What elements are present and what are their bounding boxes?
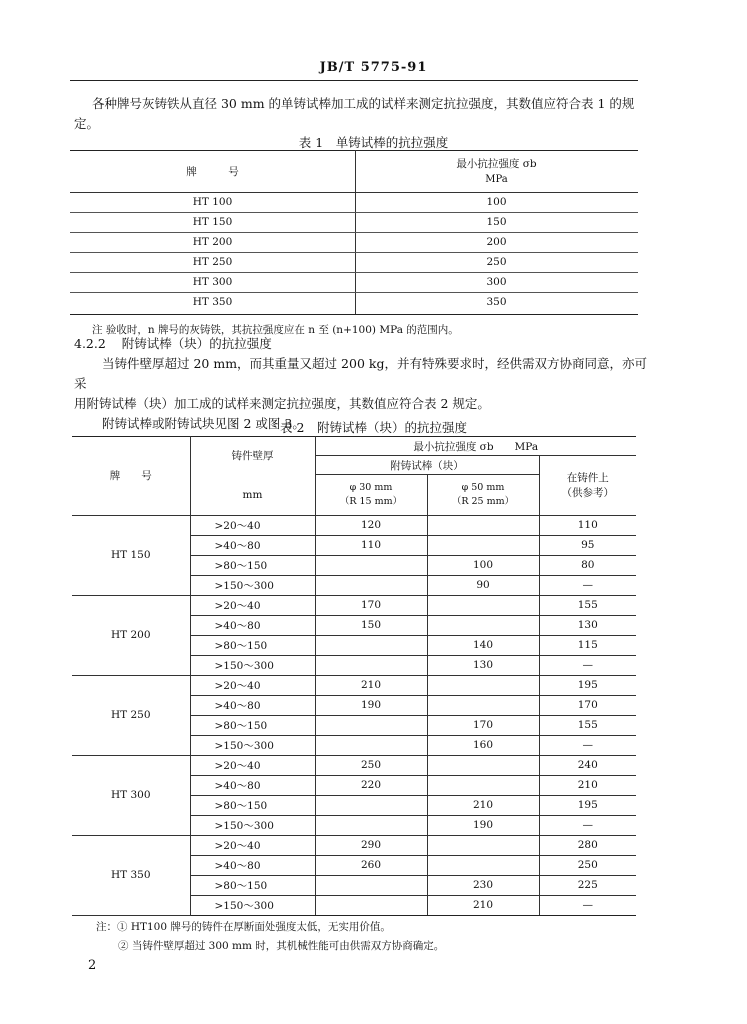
- table2-header-casting: [539, 456, 636, 516]
- table-row: [72, 675, 636, 695]
- table1-note: 注 验收时，n 牌号的灰铸铁，其抗拉强度应在 n 至 (n+100) MPa 的范围内。: [92, 324, 459, 336]
- intro-line-2: 定。: [74, 116, 100, 131]
- table1-cell-value: 150: [486, 216, 507, 228]
- table2-cell-casting: 95: [539, 535, 636, 555]
- table2-cell-thickness: >20～40: [190, 675, 315, 695]
- table2-cell-thickness: >150～300: [190, 735, 315, 755]
- table2-header-casting-sub: （供参考）: [561, 487, 614, 500]
- table2-cell-d50: 160: [427, 735, 539, 755]
- table1-cell-value: 100: [486, 196, 507, 208]
- table2-cell-d30: 120: [315, 515, 427, 535]
- table2-cell-casting: —: [539, 655, 636, 675]
- table2-header-d50: [427, 475, 539, 516]
- table2-cell-d30: 110: [315, 535, 427, 555]
- table2-cell-casting: 155: [539, 715, 636, 735]
- document-code: JB/T 5775-91: [319, 60, 428, 75]
- section-heading: [74, 334, 272, 354]
- table2-header-grade: 牌 号: [72, 437, 190, 516]
- table2-cell-d30: 150: [315, 615, 427, 635]
- table1-cell-value: 250: [486, 256, 507, 268]
- table2-cell-d50: [427, 515, 539, 535]
- table2-header-d50-label: φ 50 mm: [461, 482, 505, 494]
- table2-cell-thickness: >20～40: [190, 835, 315, 855]
- table1-cell-grade: HT 200: [192, 236, 233, 248]
- table2-cell-casting: 110: [539, 515, 636, 535]
- table2-cell-d50: [427, 855, 539, 875]
- table2-header-d30: [315, 475, 427, 516]
- table2-cell-thickness: >80～150: [190, 715, 315, 735]
- table2-header-d50-r: （R 25 mm）: [451, 496, 515, 508]
- table1-header-grade: 牌 号: [186, 166, 239, 178]
- table2-cell-thickness: >40～80: [190, 855, 315, 875]
- table1-cell-value: 350: [486, 296, 507, 308]
- table2-cell-d50: 190: [427, 815, 539, 835]
- table1-cell-value: 200: [486, 236, 507, 248]
- table2-header-d30-r: （R 15 mm）: [339, 496, 403, 508]
- table2-cell-d50: [427, 835, 539, 855]
- table2-header-thickness: 铸件壁厚: [190, 437, 315, 475]
- section-para2: 附铸试棒或附铸试块见图 2 或图 3。: [102, 416, 305, 431]
- section-title: 附铸试棒（块）的抗拉强度: [121, 336, 272, 351]
- table-row: [72, 835, 636, 855]
- table2-cell-d50: 100: [427, 555, 539, 575]
- table2-cell-d50: [427, 615, 539, 635]
- table2-cell-d30: 250: [315, 755, 427, 775]
- table2-cell-thickness: >40～80: [190, 615, 315, 635]
- table2-header-casting-label: 在铸件上: [566, 472, 609, 485]
- table2-cell-d50: 170: [427, 715, 539, 735]
- table2-note-1: 注：① HT100 牌号的铸件在厚断面处强度太低，无实用价值。: [96, 921, 391, 933]
- table1-cell-grade: HT 300: [192, 276, 233, 288]
- table2-cell-thickness: >150～300: [190, 575, 315, 595]
- table2-cell-d30: [315, 795, 427, 815]
- table1-caption: 表 1 单铸试棒的抗拉强度: [298, 135, 449, 150]
- table-row: [72, 755, 636, 775]
- table2-cell-d50: 130: [427, 655, 539, 675]
- section-para1-line2: 用附铸试棒（块）加工成的试样来测定抗拉强度，其数值应符合表 2 规定。: [74, 396, 490, 411]
- table-row: [72, 595, 636, 615]
- table2-cell-d50: 140: [427, 635, 539, 655]
- table2-cell-casting: 225: [539, 875, 636, 895]
- table2-cell-d30: 220: [315, 775, 427, 795]
- table2-cell-casting: —: [539, 895, 636, 915]
- header-rule: [70, 80, 638, 81]
- table2-cell-d50: [427, 535, 539, 555]
- table2-cell-thickness: >80～150: [190, 875, 315, 895]
- page-number: 2: [88, 958, 97, 973]
- table2-cell-casting: —: [539, 735, 636, 755]
- table2-header-attached: 附铸试棒（块）: [315, 456, 539, 475]
- table1-header-strength: 最小抗拉强度 σb: [456, 158, 537, 170]
- table2-cell-casting: —: [539, 575, 636, 595]
- table2-cell-grade: HT 300: [72, 755, 190, 835]
- table2-cell-d50: [427, 695, 539, 715]
- table2-cell-d30: 210: [315, 675, 427, 695]
- table2-cell-thickness: >20～40: [190, 515, 315, 535]
- table2-cell-d50: [427, 675, 539, 695]
- table-row: [72, 515, 636, 535]
- section-para1-line1: 当铸件壁厚超过 20 mm，而其重量又超过 200 kg，并有特殊要求时，经供需双方协商同意，亦可采: [74, 356, 647, 391]
- table2-cell-d50: [427, 755, 539, 775]
- table2-cell-d50: 90: [427, 575, 539, 595]
- table2-cell-thickness: >80～150: [190, 555, 315, 575]
- table2-caption: 表 2 附铸试棒（块）的抗拉强度: [280, 420, 467, 435]
- table2-cell-grade: HT 350: [72, 835, 190, 915]
- table2-cell-d50: 210: [427, 795, 539, 815]
- table2-header-thickness-unit: mm: [190, 475, 315, 516]
- table2-cell-thickness: >150～300: [190, 655, 315, 675]
- intro-line-1: 各种牌号灰铸铁从直径 30 mm 的单铸试棒加工成的试样来测定抗拉强度，其数值应符合表 1 的规: [92, 96, 635, 111]
- table2: [72, 436, 636, 916]
- table2-note-2: ② 当铸件壁厚超过 300 mm 时，其机械性能可由供需双方协商确定。: [118, 940, 445, 952]
- table2-cell-d50: 210: [427, 895, 539, 915]
- table2-cell-thickness: >20～40: [190, 755, 315, 775]
- table2-cell-casting: 195: [539, 795, 636, 815]
- table2-cell-grade: HT 150: [72, 515, 190, 595]
- table2-cell-grade: HT 250: [72, 675, 190, 755]
- table2-cell-casting: 155: [539, 595, 636, 615]
- table2-cell-thickness: >80～150: [190, 795, 315, 815]
- table2-cell-casting: 250: [539, 855, 636, 875]
- table1-cell-grade: HT 250: [192, 256, 233, 268]
- table2-cell-d30: [315, 895, 427, 915]
- table1: [70, 150, 638, 314]
- table2-header-min-strength: 最小抗拉强度 σb MPa: [315, 437, 636, 456]
- intro-paragraph: [74, 94, 652, 134]
- table2-cell-d50: 230: [427, 875, 539, 895]
- table2-cell-d30: [315, 575, 427, 595]
- table2-cell-d30: [315, 715, 427, 735]
- table2-cell-thickness: >80～150: [190, 635, 315, 655]
- table2-cell-casting: 130: [539, 615, 636, 635]
- table1-cell-grade: HT 350: [192, 296, 233, 308]
- table2-cell-casting: 210: [539, 775, 636, 795]
- table1-cell-grade: HT 100: [192, 196, 233, 208]
- table2-cell-casting: 115: [539, 635, 636, 655]
- table2-cell-thickness: >40～80: [190, 695, 315, 715]
- table2-cell-thickness: >150～300: [190, 815, 315, 835]
- table2-cell-casting: 80: [539, 555, 636, 575]
- table2-cell-d30: [315, 555, 427, 575]
- table2-header-d30-label: φ 30 mm: [349, 482, 393, 494]
- table2-cell-casting: 240: [539, 755, 636, 775]
- section-number: 4.2.2: [74, 336, 106, 351]
- table2-cell-d30: 170: [315, 595, 427, 615]
- table2-cell-d30: [315, 655, 427, 675]
- table2-cell-casting: 280: [539, 835, 636, 855]
- table2-cell-thickness: >150～300: [190, 895, 315, 915]
- table2-cell-thickness: >40～80: [190, 535, 315, 555]
- table2-cell-casting: 195: [539, 675, 636, 695]
- table2-cell-thickness: >20～40: [190, 595, 315, 615]
- table2-cell-thickness: >40～80: [190, 775, 315, 795]
- table1-cell-value: 300: [486, 276, 507, 288]
- table2-cell-d30: [315, 635, 427, 655]
- table1-cell-grade: HT 150: [192, 216, 233, 228]
- table2-cell-d30: [315, 735, 427, 755]
- table2-cell-casting: 170: [539, 695, 636, 715]
- table2-cell-d30: 260: [315, 855, 427, 875]
- table2-cell-grade: HT 200: [72, 595, 190, 675]
- table2-cell-d30: 190: [315, 695, 427, 715]
- table2-cell-d30: 290: [315, 835, 427, 855]
- table2-cell-d30: [315, 815, 427, 835]
- table2-cell-d50: [427, 595, 539, 615]
- table2-cell-d30: [315, 875, 427, 895]
- table1-header-unit: MPa: [485, 174, 508, 185]
- table2-cell-d50: [427, 775, 539, 795]
- table2-cell-casting: —: [539, 815, 636, 835]
